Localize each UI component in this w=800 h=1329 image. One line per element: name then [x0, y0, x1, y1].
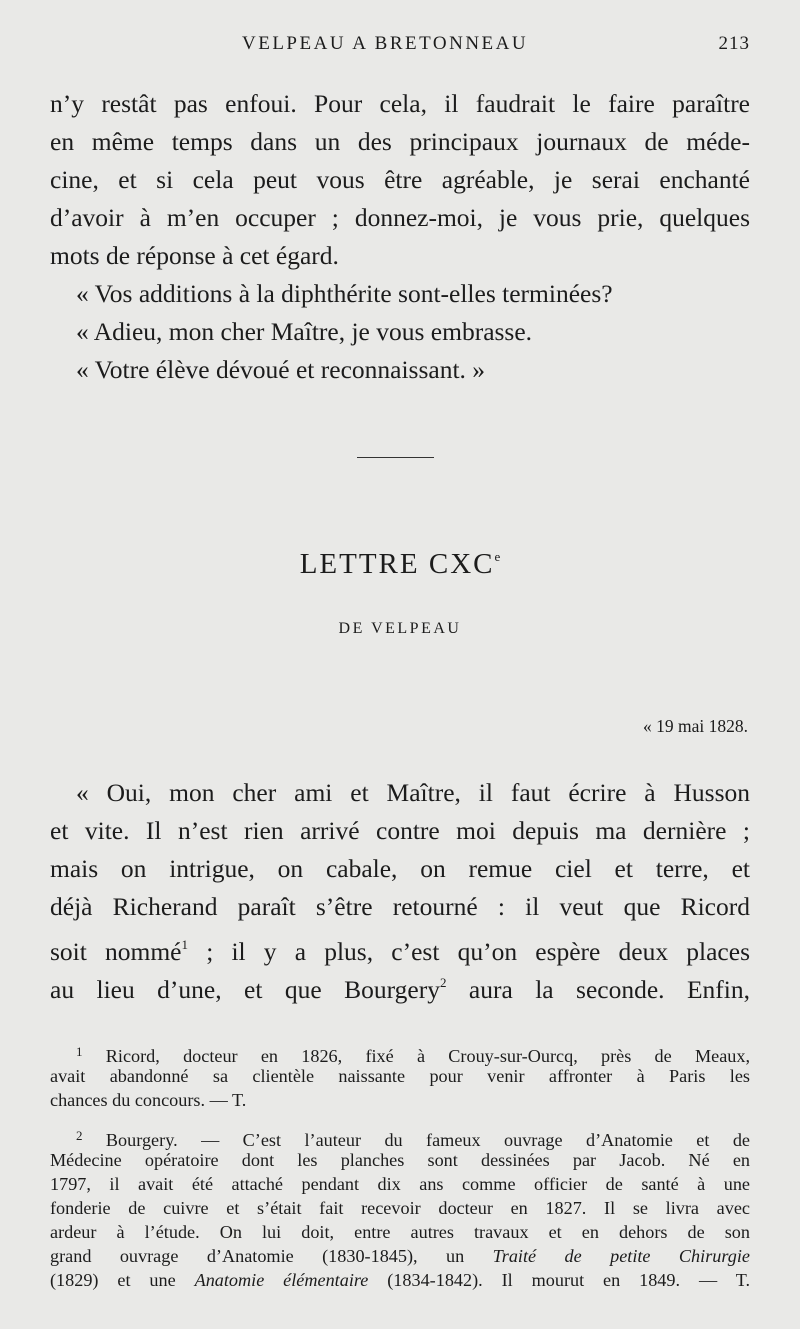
letter-title-text: LETTRE CXC	[299, 548, 495, 580]
text-line: n’y restât pas enfoui. Pour cela, il faudrait le faire paraître	[50, 89, 750, 118]
text-line: « Oui, mon cher ami et Maître, il faut écrire à Husson	[76, 778, 750, 807]
text-line: d’avoir à m’en occuper ; donnez-moi, je vous prie, quelques	[50, 203, 750, 232]
footnote-line: 1797, il avait été attaché pendant dix ans comme officier de santé à une	[50, 1174, 750, 1194]
text-segment: au lieu d’une, et que Bourgery	[50, 975, 440, 1004]
text-line: mots de réponse à cet égard.	[50, 241, 339, 270]
footnote-line	[50, 1244, 750, 1268]
footnote-line: fonderie de cuivre et s’était fait recevoir docteur en 1827. Il se livra avec	[50, 1198, 750, 1218]
footnote-line: avait abandonné sa clientèle naissante pour venir affronter à Paris les	[50, 1066, 750, 1086]
text-line: déjà Richerand paraît s’être retourné : il veut que Ricord	[50, 892, 750, 921]
letter-title	[0, 548, 800, 581]
text-line	[50, 964, 750, 1002]
footnote-line	[50, 1124, 750, 1148]
previous-letter-ending	[50, 85, 750, 389]
footnote-text: Bourgery. — C’est l’auteur du fameux ouvrage d’Anatomie et de	[105, 1130, 750, 1150]
text-line	[50, 926, 750, 964]
footnote-line: ardeur à l’étude. On lui doit, entre autres travaux et en dehors de son	[50, 1222, 750, 1242]
text-segment: ; il y a plus, c’est qu’on espère deux places	[188, 937, 750, 966]
footnotes	[50, 1040, 750, 1292]
footnote-text: Ricord, docteur en 1826, fixé à Crouy-sur-Ourcq, près de Meaux,	[105, 1046, 751, 1066]
footnote-line	[50, 1040, 750, 1064]
text-line: « Votre élève dévoué et reconnaissant. »	[76, 355, 486, 384]
book-title-italic: Traité de petite Chirurgie	[492, 1246, 750, 1266]
footnote-number: 2	[76, 1128, 83, 1143]
letter-date: « 19 mai 1828.	[643, 716, 748, 736]
book-title-italic: Anatomie élémentaire	[194, 1270, 369, 1290]
text-line: « Adieu, mon cher Maître, je vous embrasse.	[76, 317, 533, 346]
text-segment: soit nommé	[50, 937, 182, 966]
section-separator	[357, 457, 434, 458]
text-line: en même temps dans un des principaux journaux de méde-	[50, 127, 750, 156]
footnote-line: chances du concours. — T.	[50, 1090, 247, 1110]
page-header	[50, 33, 750, 63]
footnote-reference: 2	[439, 975, 447, 990]
footnote-line: Médecine opératoire dont les planches sont dessinées par Jacob. Né en	[50, 1150, 750, 1170]
page-number: 213	[718, 33, 750, 54]
text-segment: (1829) et une	[50, 1270, 195, 1290]
text-segment: grand ouvrage d’Anatomie (1830-1845), un	[50, 1246, 493, 1266]
letter-title-superscript: e	[494, 549, 501, 564]
running-title: VELPEAU A BRETONNEAU	[242, 33, 529, 54]
footnote-number: 1	[76, 1044, 83, 1059]
letter-author: DE VELPEAU	[338, 620, 462, 637]
letter-body	[50, 774, 750, 1002]
text-line: cine, et si cela peut vous être agréable, je serai enchanté	[50, 165, 750, 194]
text-segment: (1834-1842). Il mourut en 1849. — T.	[368, 1270, 751, 1290]
footnote-line	[50, 1268, 750, 1292]
text-segment: aura la seconde. Enfin,	[446, 975, 751, 1004]
text-line: et vite. Il n’est rien arrivé contre moi depuis ma dernière ;	[50, 816, 750, 845]
text-line: « Vos additions à la diphthérite sont-elles terminées?	[76, 279, 613, 308]
text-line: mais on intrigue, on cabale, on remue ciel et terre, et	[50, 854, 750, 883]
footnote-reference: 1	[181, 937, 189, 952]
